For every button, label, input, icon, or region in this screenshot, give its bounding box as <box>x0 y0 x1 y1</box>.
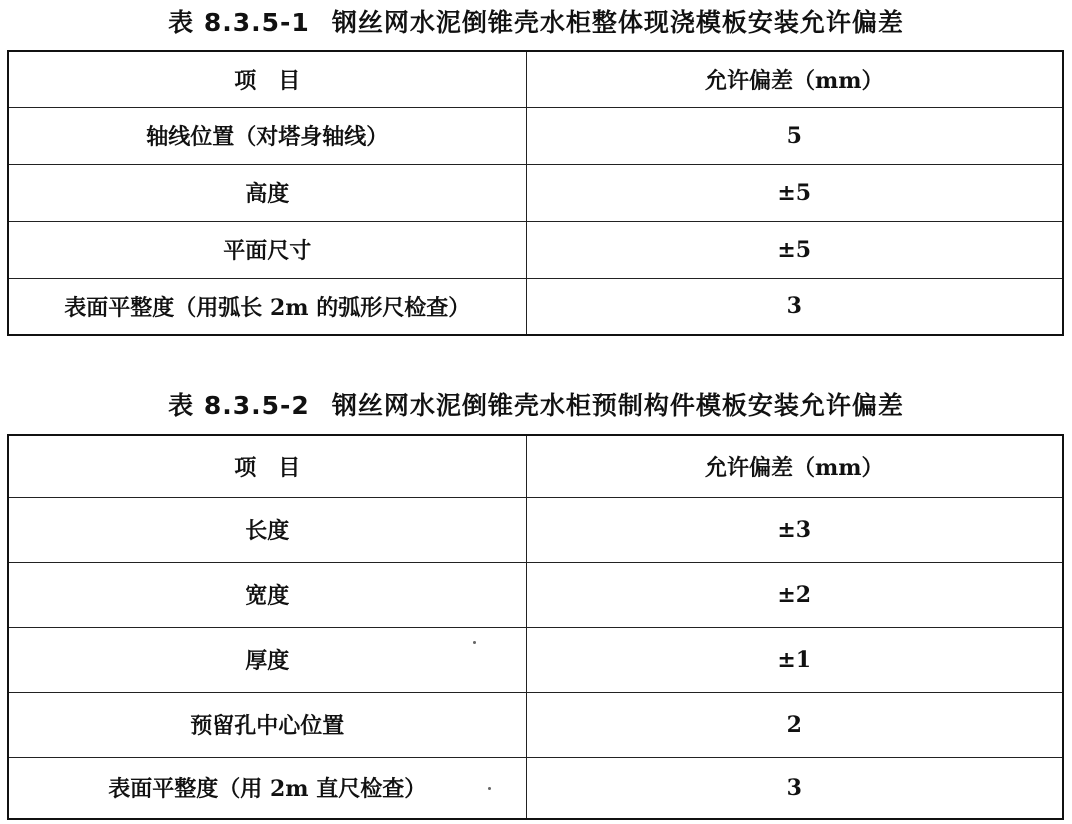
table1-header-tolerance: 允许偏差（mm） <box>526 51 1063 107</box>
table-row <box>8 497 1063 562</box>
table2-row-value: 3 <box>526 757 1063 819</box>
table1-header-row <box>8 51 1063 107</box>
table2-header-row <box>8 435 1063 497</box>
table2 <box>7 434 1064 820</box>
table2-row-item: 长度 <box>8 497 526 562</box>
table1-row-value: ±5 <box>526 221 1063 278</box>
table2-row-item: 宽度 <box>8 562 526 627</box>
table2-row-item: 预留孔中心位置 <box>8 692 526 757</box>
scan-speck <box>473 641 476 644</box>
table1-row-value: 3 <box>526 278 1063 335</box>
table2-caption <box>0 386 1072 422</box>
table1-caption <box>0 3 1072 39</box>
table2-row-value: ±3 <box>526 497 1063 562</box>
table1-row-item: 高度 <box>8 164 526 221</box>
table2-caption-title: 钢丝网水泥倒锥壳水柜预制构件模板安装允许偏差 <box>331 391 904 420</box>
table-row <box>8 278 1063 335</box>
table1-header-item: 项 目 <box>8 51 526 107</box>
table2-row-item: 厚度 <box>8 627 526 692</box>
table-row <box>8 107 1063 164</box>
table1-caption-number: 表 8.3.5-1 <box>168 8 310 37</box>
table1-row-value: ±5 <box>526 164 1063 221</box>
table-row <box>8 164 1063 221</box>
table2-header-item: 项 目 <box>8 435 526 497</box>
table1-row-item: 表面平整度（用弧长 2m 的弧形尺检查） <box>8 278 526 335</box>
table2-header-tolerance: 允许偏差（mm） <box>526 435 1063 497</box>
table2-row-value: ±1 <box>526 627 1063 692</box>
table-row <box>8 627 1063 692</box>
table2-row-item: 表面平整度（用 2m 直尺检查） <box>8 757 526 819</box>
table-row <box>8 692 1063 757</box>
table-row <box>8 221 1063 278</box>
table-row <box>8 757 1063 819</box>
table1-row-value: 5 <box>526 107 1063 164</box>
table1-row-item: 平面尺寸 <box>8 221 526 278</box>
table2-caption-number: 表 8.3.5-2 <box>168 391 310 420</box>
table1 <box>7 50 1064 336</box>
table-row <box>8 562 1063 627</box>
table2-row-value: ±2 <box>526 562 1063 627</box>
table1-row-item: 轴线位置（对塔身轴线） <box>8 107 526 164</box>
table1-caption-title: 钢丝网水泥倒锥壳水柜整体现浇模板安装允许偏差 <box>331 8 904 37</box>
scan-speck <box>488 787 491 790</box>
table2-row-value: 2 <box>526 692 1063 757</box>
